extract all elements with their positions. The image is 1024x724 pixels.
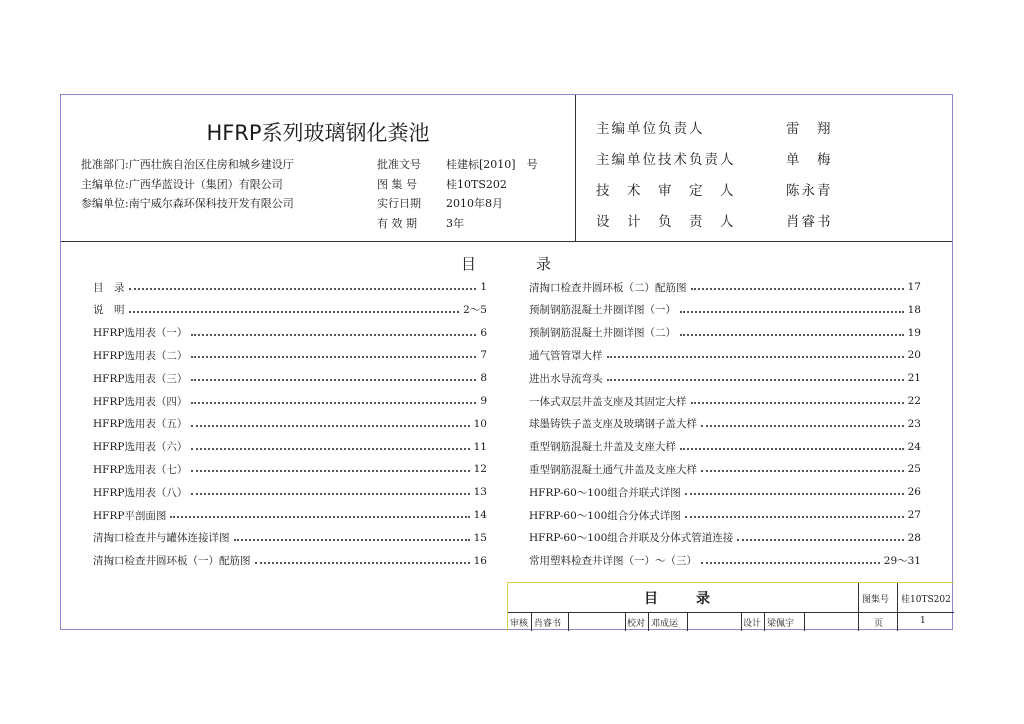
toc-entry-page: 15 bbox=[473, 531, 487, 544]
toc-entry-label: 目 录 bbox=[93, 281, 125, 294]
toc-entry-page: 1 bbox=[480, 281, 487, 293]
toc-entry-label: 清掏口检查井圆环板（二）配筋图 bbox=[529, 281, 687, 294]
signature-role: 主编单位技术负责人 bbox=[596, 152, 736, 168]
approval-no-label: 批准文号 bbox=[377, 158, 421, 171]
toc-entry-label: HFRP选用表（六） bbox=[93, 441, 188, 454]
toc-entry bbox=[529, 530, 921, 546]
signature-name: 肖睿书 bbox=[786, 214, 833, 230]
toc-entry bbox=[529, 347, 921, 363]
toc-entry-label: 重型钢筋混凝土井盖及支座大样 bbox=[529, 441, 676, 454]
signature-name: 陈永青 bbox=[786, 183, 833, 199]
effective-date-value: 2010年8月 bbox=[446, 197, 503, 210]
toc-entry bbox=[529, 325, 921, 341]
divider bbox=[687, 612, 688, 631]
design-label: 设计 bbox=[743, 619, 762, 629]
divider bbox=[897, 583, 898, 631]
toc-leader-dots bbox=[191, 470, 469, 472]
effective-date-label: 实行日期 bbox=[377, 197, 421, 210]
toc-entry bbox=[93, 530, 487, 546]
cover-header bbox=[61, 95, 952, 242]
toc-entry-label: 球墨铸铁子盖支座及玻璃钢子盖大样 bbox=[529, 418, 697, 431]
toc-entry-page: 27 bbox=[907, 509, 921, 521]
toc-entry bbox=[529, 302, 921, 318]
signature-row bbox=[596, 117, 833, 137]
toc-entry bbox=[529, 461, 921, 477]
toc-entry-page: 8 bbox=[480, 372, 487, 385]
toc-entry-label: HFRP选用表（七） bbox=[93, 463, 188, 476]
signature-name: 雷 翔 bbox=[786, 121, 833, 137]
toc-leader-dots bbox=[191, 425, 469, 427]
toc-entry-page: 21 bbox=[907, 372, 921, 385]
toc-entry bbox=[529, 279, 921, 295]
toc-entry-label: HFRP选用表（八） bbox=[93, 486, 188, 499]
title-block-title: 目 录 bbox=[644, 591, 722, 607]
toc-entry-label: HFRP平剖面图 bbox=[93, 509, 167, 522]
toc-leader-dots bbox=[191, 448, 469, 450]
editor-unit: 主编单位:广西华蓝设计（集团）有限公司 bbox=[81, 178, 283, 191]
toc-leader-dots bbox=[191, 379, 476, 381]
atlas-no-label: 图 集 号 bbox=[377, 178, 417, 191]
toc-entry bbox=[529, 507, 921, 523]
toc-leader-dots bbox=[680, 448, 904, 450]
toc-entry-label: 进出水导流弯头 bbox=[529, 372, 603, 385]
toc-entry bbox=[529, 370, 921, 386]
toc-leader-dots bbox=[680, 334, 904, 336]
toc-entry bbox=[529, 553, 921, 569]
toc-entry-label: HFRP选用表（四） bbox=[93, 395, 188, 408]
toc-leader-dots bbox=[191, 493, 469, 495]
drawing-frame bbox=[60, 94, 953, 630]
signature-name: 单 梅 bbox=[786, 152, 833, 168]
toc-entry-page: 13 bbox=[473, 486, 487, 499]
toc-entry-label: HFRP选用表（二） bbox=[93, 349, 188, 362]
toc-leader-dots bbox=[255, 562, 470, 564]
toc-entry-label: HFRP选用表（三） bbox=[93, 372, 188, 385]
toc-leader-dots bbox=[737, 539, 903, 541]
toc-leader-dots bbox=[691, 402, 904, 404]
toc-entry-page: 18 bbox=[907, 303, 921, 316]
toc-entry-label: 重型钢筋混凝土通气井盖及支座大样 bbox=[529, 463, 697, 476]
toc-entry bbox=[93, 507, 487, 523]
toc-entry-page: 29～31 bbox=[883, 555, 921, 568]
validity-label: 有 效 期 bbox=[377, 217, 417, 230]
check-label: 校对 bbox=[627, 619, 646, 629]
toc-entry-page: 11 bbox=[473, 440, 487, 453]
toc-entry bbox=[93, 416, 487, 432]
toc-entry-label: HFRP-60～100组合分体式详图 bbox=[529, 509, 681, 522]
toc-entry bbox=[93, 461, 487, 477]
signature-row bbox=[596, 210, 833, 230]
divider bbox=[764, 612, 765, 631]
toc-entry bbox=[529, 393, 921, 409]
toc-leader-dots bbox=[191, 356, 476, 358]
toc-entry bbox=[93, 279, 487, 295]
design-name: 梁佩宇 bbox=[767, 619, 795, 629]
toc-leader-dots bbox=[129, 311, 460, 313]
header-info-panel bbox=[61, 95, 576, 241]
toc-heading-char: 录 bbox=[535, 255, 551, 273]
toc-entry bbox=[93, 484, 487, 500]
review-label: 审核 bbox=[510, 619, 529, 629]
co-editor-unit: 参编单位:南宁威尔森环保科技开发有限公司 bbox=[81, 197, 294, 210]
signature-role: 技 术 审 定 人 bbox=[596, 183, 736, 199]
toc-leader-dots bbox=[234, 539, 470, 541]
divider bbox=[625, 612, 626, 631]
toc-entry-page: 20 bbox=[907, 349, 921, 362]
toc-entry bbox=[529, 416, 921, 432]
toc-entry-page: 14 bbox=[473, 509, 487, 521]
toc-entry-page: 24 bbox=[907, 440, 921, 453]
validity-value: 3年 bbox=[446, 217, 464, 230]
toc-leader-dots bbox=[701, 470, 904, 472]
toc-leader-dots bbox=[607, 356, 904, 358]
atlas-no-value: 桂10TS202 bbox=[901, 595, 951, 605]
toc-entry-page: 26 bbox=[907, 486, 921, 499]
toc-entry bbox=[93, 393, 487, 409]
page-value: 1 bbox=[920, 616, 926, 626]
toc-entry-page: 9 bbox=[480, 395, 487, 407]
toc-entry-label: 通气管管罩大样 bbox=[529, 349, 603, 362]
toc-entry-label: 预制钢筋混凝土井圈详图（一） bbox=[529, 304, 676, 317]
toc-entry-label: HFRP选用表（五） bbox=[93, 418, 188, 431]
toc-entry bbox=[529, 484, 921, 500]
page-title: HFRP系列玻璃钢化粪池 bbox=[206, 121, 430, 145]
atlas-no-value: 桂10TS202 bbox=[446, 178, 507, 191]
check-name: 邓成运 bbox=[651, 619, 679, 629]
toc-entry-label: 说 明 bbox=[93, 304, 125, 317]
page-label: 页 bbox=[874, 619, 884, 629]
toc-entry-page: 28 bbox=[907, 531, 921, 544]
signature-role: 设 计 负 责 人 bbox=[596, 214, 736, 230]
title-block bbox=[507, 582, 954, 631]
toc-entry-page: 10 bbox=[473, 417, 487, 430]
signature-row bbox=[596, 148, 833, 168]
toc-entry bbox=[93, 302, 487, 318]
toc-entry-label: 清掏口检查井与罐体连接详图 bbox=[93, 532, 230, 545]
toc-entry-page: 17 bbox=[907, 281, 921, 293]
divider bbox=[858, 583, 859, 631]
divider bbox=[804, 612, 805, 631]
toc-leader-dots bbox=[191, 402, 476, 404]
toc-entry-page: 19 bbox=[907, 326, 921, 339]
toc-entry-label: 清掏口检查井圆环板（一）配筋图 bbox=[93, 555, 251, 568]
toc-leader-dots bbox=[191, 334, 476, 336]
toc-leader-dots bbox=[701, 562, 880, 564]
toc-entry-page: 12 bbox=[473, 463, 487, 476]
toc-entry-label: HFRP-60～100组合并联及分体式管道连接 bbox=[529, 532, 734, 545]
toc-entry-page: 16 bbox=[473, 554, 487, 567]
toc-leader-dots bbox=[170, 516, 469, 518]
toc-entry-label: 预制钢筋混凝土井圈详图（二） bbox=[529, 327, 676, 340]
toc-entry-page: 2～5 bbox=[463, 304, 487, 317]
toc-leader-dots bbox=[685, 493, 904, 495]
toc-entry bbox=[93, 553, 487, 569]
toc-entry-page: 7 bbox=[480, 349, 487, 362]
toc-heading bbox=[461, 253, 551, 274]
divider bbox=[568, 612, 569, 631]
toc-entry-label: HFRP选用表（一） bbox=[93, 327, 188, 340]
toc-leader-dots bbox=[685, 516, 904, 518]
toc-leader-dots bbox=[701, 425, 904, 427]
toc-entry-page: 25 bbox=[907, 463, 921, 476]
toc-entry-label: HFRP-60～100组合并联式详图 bbox=[529, 486, 681, 499]
toc-entry bbox=[93, 347, 487, 363]
toc-entry-page: 6 bbox=[480, 326, 487, 339]
divider bbox=[741, 612, 742, 631]
approval-dept: 批准部门:广西壮族自治区住房和城乡建设厅 bbox=[81, 158, 294, 171]
toc-leader-dots bbox=[691, 288, 904, 290]
toc-entry bbox=[93, 325, 487, 341]
divider bbox=[531, 612, 532, 631]
toc-entry-page: 22 bbox=[907, 395, 921, 407]
approval-no-value: 桂建标[2010] 号 bbox=[446, 158, 538, 171]
signature-row bbox=[596, 179, 833, 199]
toc-leader-dots bbox=[129, 288, 477, 290]
signature-role: 主编单位负责人 bbox=[596, 121, 705, 137]
atlas-no-label: 图集号 bbox=[862, 595, 890, 605]
toc-leader-dots bbox=[680, 311, 904, 313]
toc-leader-dots bbox=[607, 379, 904, 381]
toc-entry-label: 一体式双层井盖支座及其固定大样 bbox=[529, 395, 687, 408]
toc-entry bbox=[93, 370, 487, 386]
toc-entry bbox=[93, 439, 487, 455]
toc-entry-label: 常用塑料检查井详图（一）～（三） bbox=[529, 555, 697, 568]
review-name: 肖睿书 bbox=[534, 619, 562, 629]
divider bbox=[648, 612, 649, 631]
toc-heading-char: 目 bbox=[461, 255, 477, 273]
toc-entry bbox=[529, 439, 921, 455]
toc-entry-page: 23 bbox=[907, 417, 921, 430]
